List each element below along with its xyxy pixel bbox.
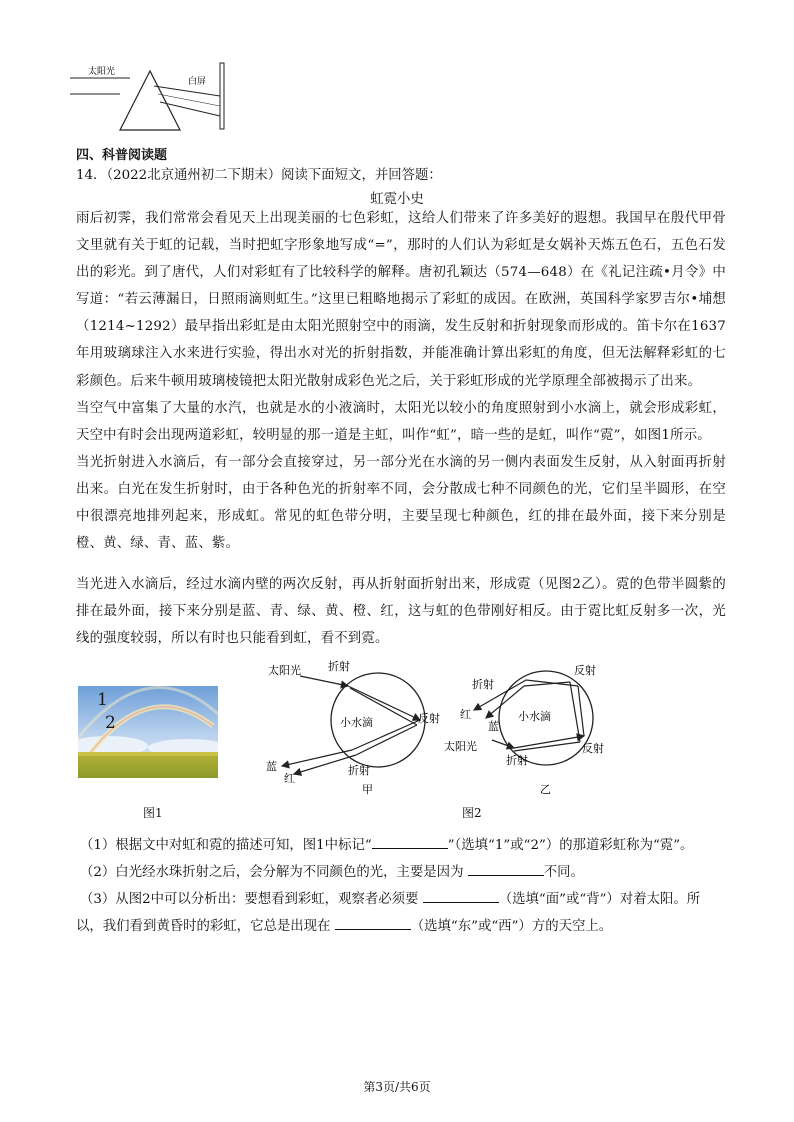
question-1-text-before: （1）根据文中对虹和霓的描述可知，图1中标记“ [80,838,372,853]
paragraph-history: 雨后初霁，我们常常会看见天上出现美丽的七色彩虹，这给人们带来了许多美好的遐想。我国早在殷代甲骨文里就有关于虹的记载，当时把虹字形象地写成“=”，那时的人们认为彩虹是女娲补天炼五色石，五色石发出的彩光。到了唐代，人们对彩虹有了比较科学的解释。唐初孔颖达（574—648）在《礼记注疏•月令》中写道：“若云薄漏日，日照雨滴则虹生。”这里已粗略地揭示了彩虹的成因。在欧洲，英国科学家罗吉尔•埔想（1214~1292）最早指出彩虹是由太阳光照射空中的雨滴，发生反射和折射现象而形成的。笛卡尔在1637年用玻璃球注入水来进行实验，得出水对光的折射指数，并能准确计算出彩虹的角度，但无法解释彩虹的七彩颜色。后来牛顿用玻璃棱镜把太阳光散射成彩色光之后，关于彩虹形成的光学原理全部被揭示了出来。 [76,211,726,389]
yi-reflection-top-label: 反射 [574,664,596,677]
yi-red-label: 红 [460,708,471,721]
question-3-text-before: （3）从图2中可以分析出：要想看到彩虹，观察者必须要 [80,892,419,907]
question-3-text-after: （选填“面”或“背”）对着太阳。所 [498,892,701,907]
white-screen-shape [220,63,224,129]
jia-sub-caption: 甲 [362,783,373,796]
answer-blank-4[interactable] [335,915,411,930]
jia-drop-label: 小水滴 [340,716,373,729]
diagram-jia [252,656,452,796]
question-3 [80,888,740,907]
paragraph-primary-rainbow: 当光折射进入水滴后，有一部分会直接穿过，另一部分光在水滴的另一侧内表面发生反射，从入射面再折射出来。白光在发生折射时，由于各种色光的折射率不同，会分散成七种不同颜色的光，它们呈半圆形，在空中很漂亮地排列起来，形成虹。常见的虹色带分明，主要呈现七种颜色，红的排在最外面，接下来分别是橙、黄、绿、青、蓝、紫。 [76,455,726,552]
figure1-caption: 图1 [143,806,163,820]
rainbow-marker-2: 2 [105,713,116,733]
question-1 [80,834,740,853]
screen-label: 白屏 [188,77,207,87]
yi-reflection-bottom-label: 反射 [582,742,604,755]
yi-sub-caption: 乙 [540,783,551,796]
jia-red-label: 红 [284,772,295,785]
answer-blank-2[interactable] [468,861,544,876]
jia-reflection-label: 反射 [418,712,440,725]
prism-shape [120,71,180,130]
yi-sunlight-label: 太阳光 [444,740,477,753]
diagram-yi [440,656,640,796]
jia-sunlight-label: 太阳光 [268,664,301,677]
prism-figure [70,58,240,138]
yi-refraction-bottom-label: 折射 [506,754,528,767]
question-2-text-before: （2）白光经水珠折射之后，会分解为不同颜色的光，主要是因为 [80,865,464,880]
answer-blank-3[interactable] [423,888,499,903]
yi-blue-label: 蓝 [488,720,499,733]
paragraph-formation: 当空气中富集了大量的水汽，也就是水的小液滴时，太阳光以较小的角度照射到小水滴上，就会形成彩虹，天空中有时会出现两道彩虹，较明显的那一道是主虹，叫作“虹”，暗一些的是虹，叫作“霓”，如图1所示。 [76,401,726,444]
article-title: 虹霓小史 [370,192,424,207]
question-2 [80,861,740,880]
rainbow-marker-1: 1 [97,690,108,710]
yi-drop-label: 小水滴 [518,710,551,723]
section-title: 四、科普阅读题 [76,148,168,163]
jia-refraction-bottom-label: 折射 [348,764,370,777]
paragraph-secondary-rainbow: 当光进入水滴后，经过水滴内壁的两次反射，再从折射面折射出来，形成霓（见图2乙）。霓的色带半圆紫的排在最外面，接下来分别是蓝、青、绿、黄、橙、红，这与虹的色带刚好相反。由于霓比虹反射多一次，光线的强度较弱，所以有时也只能看到虹，看不到霓。 [76,577,726,647]
jia-blue-label: 蓝 [266,760,277,773]
question-1-text-after: ”（选填“1”或“2”）的那道彩虹称为“霓”。 [447,838,694,853]
yi-refraction-top-label: 折射 [472,678,494,691]
figure2-caption: 图2 [462,806,482,820]
question-3-continued [76,915,736,934]
answer-blank-1[interactable] [372,834,448,849]
question-3-cont-text-before: 以，我们看到黄昏时的彩虹，它总是出现在 [76,919,331,934]
page-footer: 第3页/共6页 [363,1080,431,1094]
question-2-text-after: 不同。 [543,865,584,880]
question-3-cont-text-after: （选填“东”或“西”）方的天空上。 [410,919,613,934]
sunlight-label: 太阳光 [88,67,116,77]
question-header: 14．（2022北京通州初二下期末）阅读下面短文，并回答题： [76,168,442,183]
jia-refraction-top-label: 折射 [328,660,350,673]
